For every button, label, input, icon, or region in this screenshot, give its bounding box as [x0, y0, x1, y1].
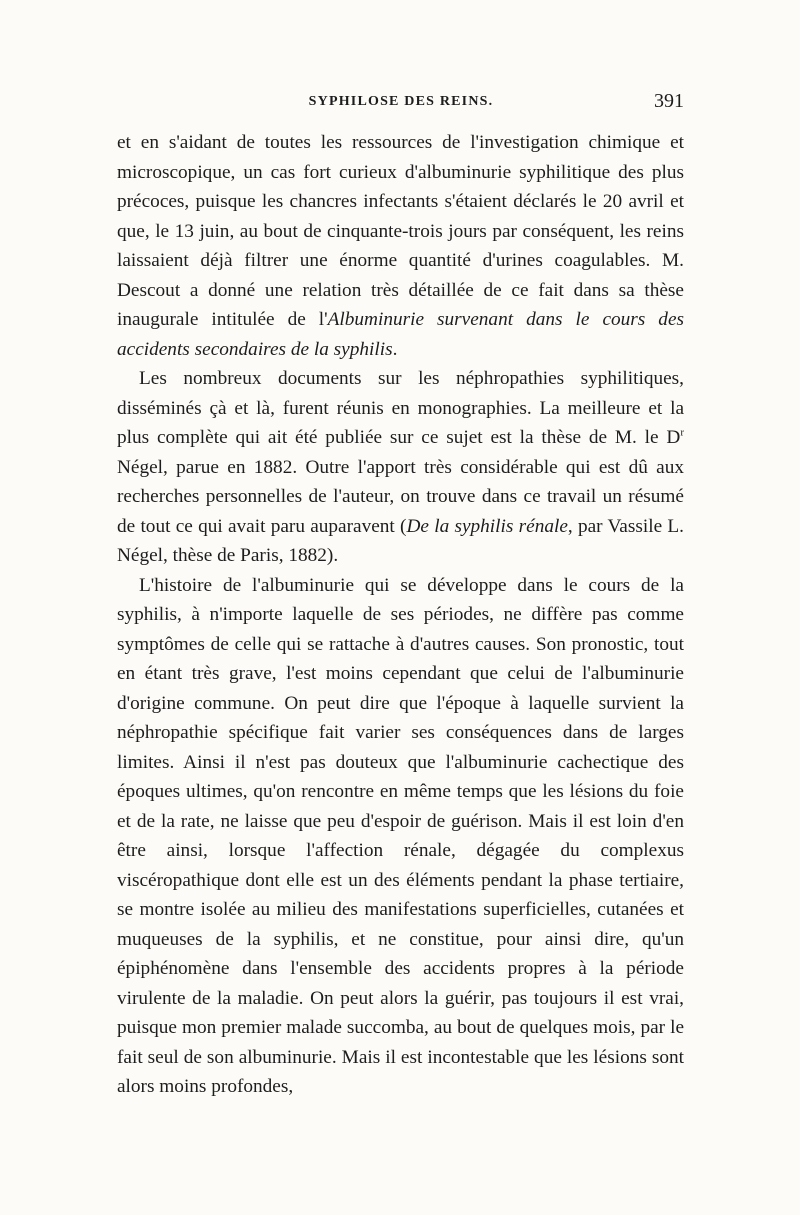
cited-work-title: De la syphilis rénale — [406, 515, 568, 537]
paragraph-2-mid: Négel, parue en 1882. Outre l'apport très considérable qui est dû aux recherches personnelles de l'auteur, on trouve dans ce travail un résumé de tout ce qui avait paru auparavent ( — [117, 456, 684, 537]
paragraph-1 — [117, 128, 684, 364]
thesis-title: Albuminurie survenant dans le cours des accidents secondaires de la syphilis — [117, 309, 685, 360]
page-number: 391 — [654, 90, 684, 112]
doctor-abbrev-sup: r — [680, 426, 684, 439]
paragraph-2-text: Les nombreux documents sur les néphropathies syphilitiques, disséminés çà et là, furent réunis en monographies. La meilleure et la plus complète qui ait été publiée sur ce sujet est la thèse de M. le D — [117, 368, 684, 448]
paragraph-2 — [117, 364, 684, 571]
paragraph-1-end: . — [392, 338, 398, 360]
paragraph-1-text: et en s'aidant de toutes les ressources de l'investigation chimique et microscopique, un cas fort curieux d'albuminurie syphilitique des plus précoces, puisque les chancres infectants s'étaient déclarés le 20 avril et que, le 13 juin, au bout de cinquante-trois jours par conséquent, les reins laissaient déjà filtrer une énorme quantité d'urines coagulables. M. Descout a donné une relation très détaillée de ce fait dans sa thèse inaugurale intitulée de l' — [117, 132, 684, 330]
running-title: SYPHILOSE DES REINS. — [308, 94, 494, 109]
paragraph-3: L'histoire de l'albuminurie qui se développe dans le cours de la syphilis, à n'importe laquelle de ses périodes, ne diffère pas comme symptômes de celle qui se rattache à d'autres causes. Son pronostic, tout en étant très grave, l'est moins cependant que celui de l'albuminurie d'origine commune. On peut dire que l'époque à laquelle survient la néphropathie spécifique fait varier ses conséquences dans de larges limites. Ainsi il n'est pas douteux que l'albuminurie cachectique des époques ultimes, qu'on rencontre en même temps que les lésions du foie et de la rate, ne laisse que peu d'espoir de guérison. Mais il est loin d'en être ainsi, lorsque l'affection rénale, dégagée du complexus viscéropathique dont elle est un des éléments pendant la phase tertiaire, se montre isolée au milieu des manifestations superficielles, cutanées et muqueuses de la syphilis, et ne constitue, pour ainsi dire, qu'un épiphénomène dans l'ensemble des accidents propres à la période virulente de la maladie. On peut alors la guérir, pas toujours il est vrai, puisque mon premier malade succomba, au bout de quelques mois, par le fait seul de son albuminurie. Mais il est incontestable que les lésions sont alors moins profondes, — [117, 574, 684, 1097]
body-text — [117, 128, 684, 1102]
paragraph-2-end: , par Vassile L. Négel, thèse de Paris, 1882). — [117, 515, 684, 566]
page-header — [118, 90, 684, 118]
